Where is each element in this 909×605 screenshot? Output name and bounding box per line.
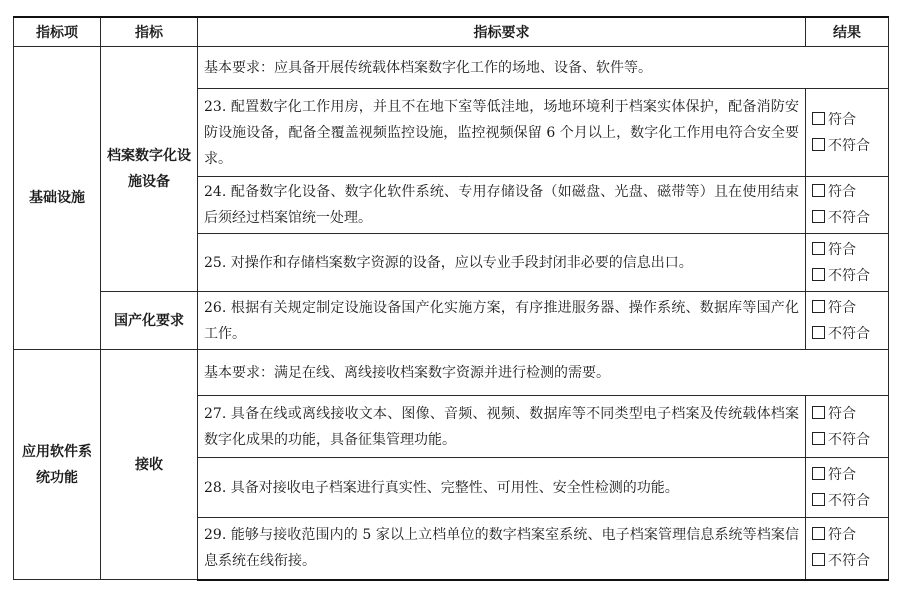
requirement-item-25: 25. 对操作和存储档案数字资源的设备，应以专业手段封闭非必要的信息出口。 xyxy=(198,234,806,292)
result-option-fail[interactable]: 不符合 xyxy=(812,205,882,231)
result-cell-25 xyxy=(806,234,889,292)
result-cell-27 xyxy=(806,396,889,458)
result-option-pass[interactable]: 符合 xyxy=(812,401,882,427)
result-option-pass[interactable]: 符合 xyxy=(812,522,882,548)
requirement-item-29: 29. 能够与接收范围内的 5 家以上立档单位的数字档案室系统、电子档案管理信息系统等档案信息系统在线衔接。 xyxy=(198,518,806,580)
base-requirement: 基本要求：应具备开展传统载体档案数字化工作的场地、设备、软件等。 xyxy=(198,47,889,89)
result-option-fail[interactable]: 不符合 xyxy=(812,548,882,574)
result-cell-23 xyxy=(806,89,889,177)
result-option-fail[interactable]: 不符合 xyxy=(812,427,882,453)
category-infrastructure: 基础设施 xyxy=(14,47,101,350)
requirement-item-23: 23. 配置数字化工作用房，并且不在地下室等低洼地，场地环境利于档案实体保护，配备消防安防设施设备，配备全覆盖视频监控设施，监控视频保留 6 个月以上，数字化工作用电符合安全要求。 xyxy=(198,89,806,177)
result-option-pass[interactable]: 符合 xyxy=(812,462,882,488)
result-cell-26 xyxy=(806,292,889,350)
category-application-software: 应用软件系统功能 xyxy=(14,350,101,580)
checkbox-icon[interactable] xyxy=(812,527,825,540)
requirement-item-27: 27. 具备在线或离线接收文本、图像、音频、视频、数据库等不同类型电子档案及传统载体档案数字化成果的功能，具备征集管理功能。 xyxy=(198,396,806,458)
result-cell-24 xyxy=(806,177,889,234)
header-requirement: 指标要求 xyxy=(198,17,806,47)
indicator-receive: 接收 xyxy=(101,350,198,580)
result-option-pass[interactable]: 符合 xyxy=(812,107,882,133)
result-cell-28 xyxy=(806,458,889,518)
checkbox-icon[interactable] xyxy=(812,138,825,151)
result-cell-29 xyxy=(806,518,889,580)
checkbox-icon[interactable] xyxy=(812,184,825,197)
header-category: 指标项 xyxy=(14,17,101,47)
checkbox-icon[interactable] xyxy=(812,326,825,339)
checkbox-icon[interactable] xyxy=(812,242,825,255)
requirement-item-24: 24. 配备数字化设备、数字化软件系统、专用存储设备（如磁盘、光盘、磁带等）且在使用结束后须经过档案馆统一处理。 xyxy=(198,177,806,234)
result-option-fail[interactable]: 不符合 xyxy=(812,133,882,159)
checkbox-icon[interactable] xyxy=(812,467,825,480)
indicator-localization: 国产化要求 xyxy=(101,292,198,350)
table-row xyxy=(14,350,889,396)
header-result: 结果 xyxy=(806,17,889,47)
header-indicator: 指标 xyxy=(101,17,198,47)
result-option-fail[interactable]: 不符合 xyxy=(812,321,882,347)
checkbox-icon[interactable] xyxy=(812,300,825,313)
requirement-item-26: 26. 根据有关规定制定设施设备国产化实施方案，有序推进服务器、操作系统、数据库等国产化工作。 xyxy=(198,292,806,350)
base-requirement: 基本要求：满足在线、离线接收档案数字资源并进行检测的需要。 xyxy=(198,350,889,396)
table-row xyxy=(14,47,889,89)
indicator-digitization-facilities: 档案数字化设施设备 xyxy=(101,47,198,292)
requirement-item-28: 28. 具备对接收电子档案进行真实性、完整性、可用性、安全性检测的功能。 xyxy=(198,458,806,518)
table-row xyxy=(14,292,889,350)
checkbox-icon[interactable] xyxy=(812,268,825,281)
result-option-pass[interactable]: 符合 xyxy=(812,237,882,263)
table-header-row xyxy=(14,17,889,47)
checkbox-icon[interactable] xyxy=(812,432,825,445)
checkbox-icon[interactable] xyxy=(812,112,825,125)
result-option-pass[interactable]: 符合 xyxy=(812,179,882,205)
result-option-fail[interactable]: 不符合 xyxy=(812,263,882,289)
result-option-fail[interactable]: 不符合 xyxy=(812,488,882,514)
result-option-pass[interactable]: 符合 xyxy=(812,295,882,321)
checkbox-icon[interactable] xyxy=(812,553,825,566)
checkbox-icon[interactable] xyxy=(812,210,825,223)
checkbox-icon[interactable] xyxy=(812,406,825,419)
checkbox-icon[interactable] xyxy=(812,493,825,506)
requirements-table xyxy=(13,16,889,581)
